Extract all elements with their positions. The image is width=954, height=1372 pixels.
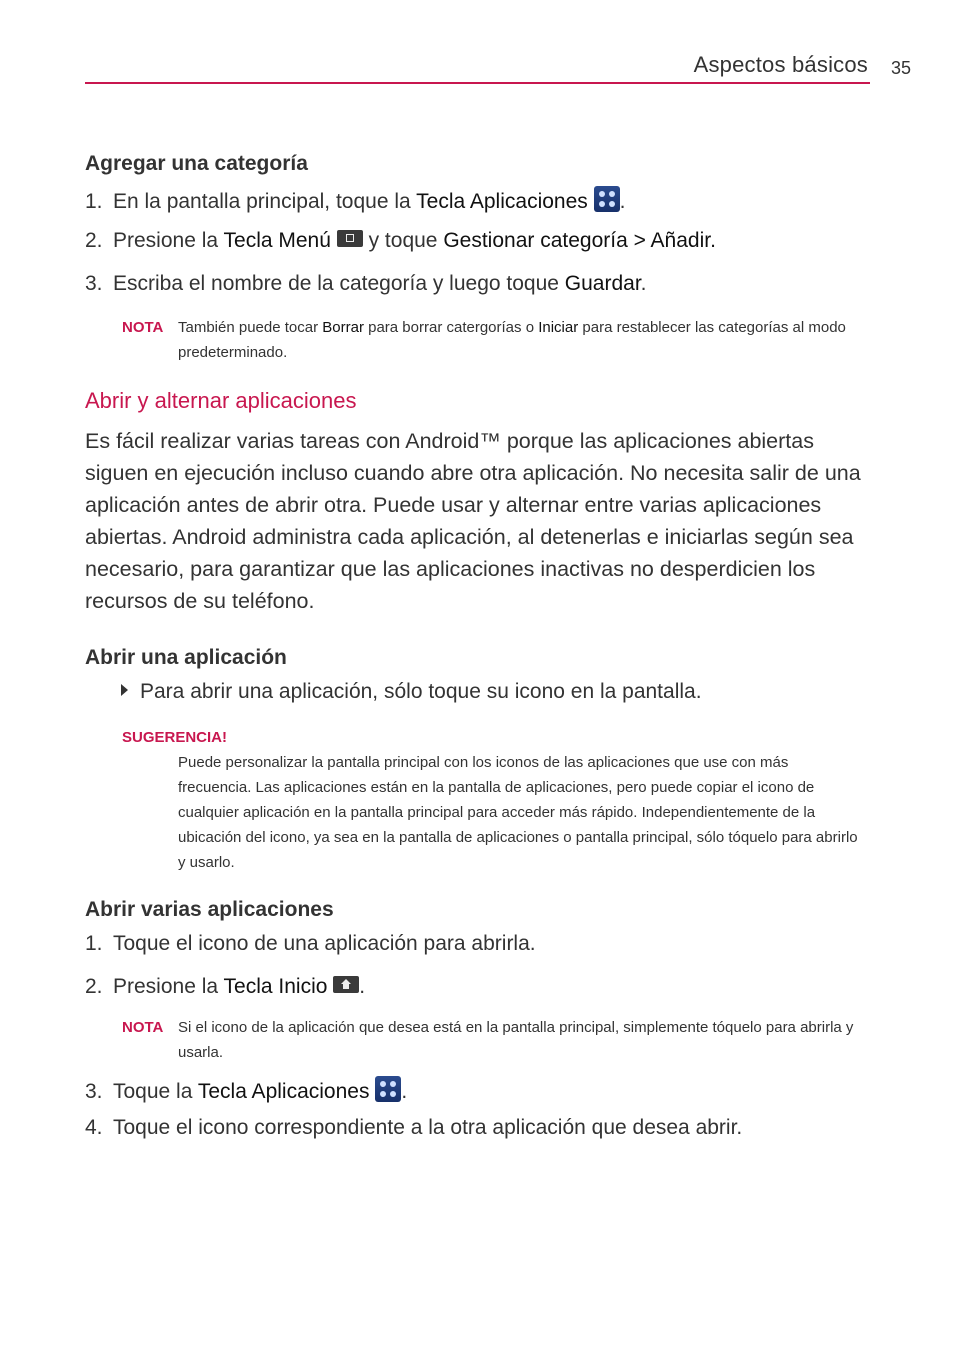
bullet-abrir-una: Para abrir una aplicación, sólo toque su icono en la pantalla. <box>121 680 702 704</box>
bullet-triangle-icon <box>121 684 128 696</box>
step-agregar-2: 2. Presione la Tecla Menú y toque Gestionar categoría > Añadir. <box>85 229 716 252</box>
step-varias-3: 3. Toque la Tecla Aplicaciones . <box>85 1076 407 1104</box>
note-label: NOTA <box>122 319 164 336</box>
tip-label: SUGERENCIA! <box>122 729 228 746</box>
menu-key-icon <box>337 230 363 247</box>
step-varias-1: 1. Toque el icono de una aplicación para abrirla. <box>85 932 536 955</box>
step-varias-4: 4. Toque el icono correspondiente a la otra aplicación que desea abrir. <box>85 1116 743 1139</box>
heading-abrir-alternar: Abrir y alternar aplicaciones <box>85 388 357 413</box>
step-agregar-3: 3. Escriba el nombre de la categoría y luego toque Guardar. <box>85 272 647 295</box>
note-varias <box>122 1015 867 1067</box>
apps-grid-icon <box>375 1076 401 1102</box>
heading-abrir-varias: Abrir varias aplicaciones <box>85 898 334 921</box>
page-header <box>85 48 870 84</box>
note-label: NOTA <box>122 1019 164 1036</box>
heading-abrir-una: Abrir una aplicación <box>85 646 287 669</box>
section-title: Aspectos básicos <box>693 52 868 77</box>
note-agregar <box>122 315 867 367</box>
step-agregar-1: 1. En la pantalla principal, toque la Tecla Aplicaciones . <box>85 186 625 214</box>
step-varias-2: 2. Presione la Tecla Inicio . <box>85 975 366 998</box>
heading-agregar-categoria: Agregar una categoría <box>85 152 308 175</box>
note-text: También puede tocar Borrar para borrar catergorías o Iniciar para restablecer las categorías al modo predeterminado. <box>178 319 846 361</box>
paragraph-abrir-alternar: Es fácil realizar varias tareas con Android™ porque las aplicaciones abiertas siguen en ejecución incluso cuando abre otra aplicación. No necesita salir de una aplicación antes de abrir otra. Puede usar y alternar entre varias aplicaciones abiertas. Android administra cada aplicación, al detenerlas e iniciarlas según sea necesario, para garantizar que las aplicaciones inactivas no desperdicien los recursos de su teléfono. <box>85 429 861 613</box>
home-key-icon <box>333 976 359 993</box>
page-number: 35 <box>891 58 912 78</box>
tip-text: Puede personalizar la pantalla principal con los iconos de las aplicaciones que use con más frecuencia. Las aplicaciones están en la pantalla de aplicaciones, pero puede copiar el icono de cualquier aplicación en la pantalla principal para acceder más rápido. Independientemente de la ubicación del icono, ya sea en la pantalla de aplicaciones o pantalla principal, sólo tóquelo para abrirlo y usarlo. <box>178 754 858 871</box>
note-text: Si el icono de la aplicación que desea está en la pantalla principal, simplemente tóquelo para abrirla y usarla. <box>178 1019 854 1061</box>
apps-grid-icon <box>594 186 620 212</box>
